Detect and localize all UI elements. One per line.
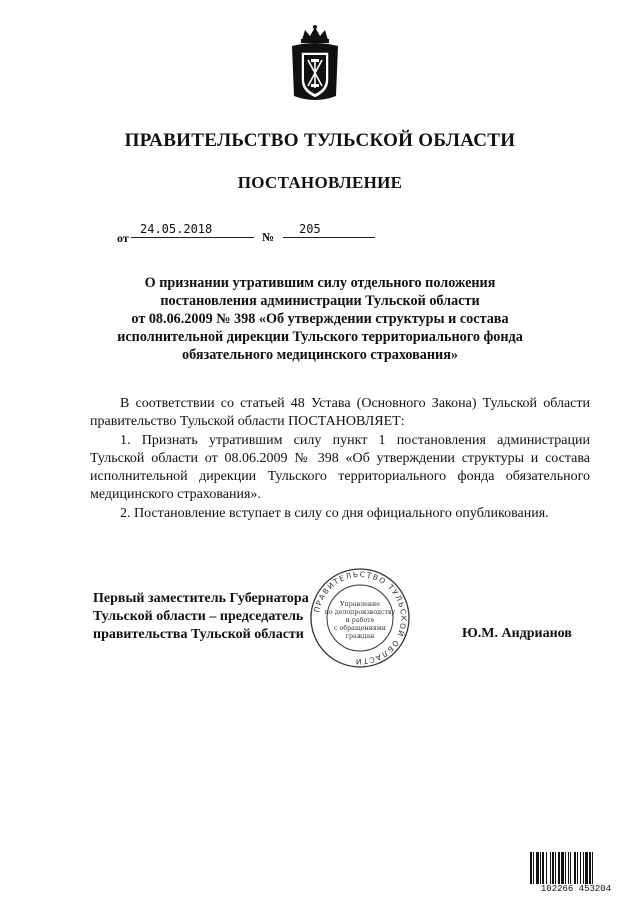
barcode-bar — [533, 852, 534, 886]
document-heading — [90, 274, 550, 364]
document-date: 24.05.2018 — [131, 222, 254, 238]
document-body — [90, 395, 590, 523]
heading-line: О признании утратившим силу отдельного положения — [144, 275, 496, 291]
official-stamp — [309, 567, 411, 669]
signer-position-line: правительства Тульской области — [93, 627, 304, 642]
barcode-bar — [574, 852, 576, 886]
barcode-bar — [589, 852, 591, 886]
barcode-bar — [546, 852, 547, 886]
barcode-bar — [555, 852, 556, 886]
body-paragraph: В соответствии со статьей 48 Устава (Основного Закона) Тульской области правительство Тульской области ПОСТАНОВЛЯЕТ: — [90, 396, 590, 430]
barcode-bar — [530, 852, 532, 886]
heading-line: обязательного медицинского страхования» — [181, 347, 458, 363]
stamp-inner-line: и работе — [345, 617, 375, 624]
stamp-inner-line: Управление — [340, 601, 380, 608]
barcode-bar — [592, 852, 593, 886]
date-number-row — [117, 222, 387, 244]
barcode-bar — [568, 852, 569, 886]
signer-name: Ю.М. Андрианов — [462, 626, 572, 641]
signer-position — [93, 590, 309, 644]
barcode-bar — [552, 852, 554, 886]
barcode-bar — [540, 852, 541, 886]
barcode-bar — [550, 852, 551, 886]
barcode-bar — [580, 852, 581, 886]
heading-line: от 08.06.2009 № 398 «Об утверждении структуры и состава — [131, 311, 509, 327]
document-type: ПОСТАНОВЛЕНИЕ — [237, 173, 403, 192]
signer-position-line: Тульской области – председатель — [93, 609, 304, 624]
barcode-bar — [577, 852, 578, 886]
barcode-bar — [565, 852, 566, 886]
barcode-bar — [542, 852, 544, 886]
stamp-inner-line: по делопроизводству — [324, 609, 396, 616]
body-paragraph: 2. Постановление вступает в силу со дня официального опубликования. — [120, 505, 549, 521]
stamp-inner-line: граждан — [345, 633, 375, 640]
barcode-number: 102266 453204 — [530, 884, 622, 894]
signer-position-line: Первый заместитель Губернатора — [93, 591, 309, 606]
barcode-bar — [583, 852, 584, 886]
barcode-bar — [536, 852, 539, 886]
heading-line: исполнительной дирекции Тульского территориального фонда — [117, 329, 523, 345]
stamp-inner-line: с обращениями — [334, 625, 386, 632]
government-title: ПРАВИТЕЛЬСТВО ТУЛЬСКОЙ ОБЛАСТИ — [124, 130, 516, 151]
number-label: № — [262, 230, 275, 244]
barcode-bar — [570, 852, 571, 886]
barcode-bar — [558, 852, 560, 886]
date-label: от — [117, 231, 129, 245]
body-paragraph: 1. Признать утратившим силу пункт 1 постановления администрации Тульской области от 08.06.2009 № 398 «Об утверждении структуры и состава исполнительной дирекции Тульского территориального фонда обязательного медицинского страхования». — [90, 432, 590, 503]
heading-line: постановления администрации Тульской области — [160, 293, 480, 309]
stamp-outer-text: ПРАВИТЕЛЬСТВО ТУЛЬСКОЙ ОБЛАСТИ — [312, 569, 409, 667]
tula-coat-of-arms-icon — [288, 24, 342, 104]
barcode-bar — [585, 852, 588, 886]
barcode-bar — [561, 852, 564, 886]
document-number: 205 — [283, 222, 375, 238]
